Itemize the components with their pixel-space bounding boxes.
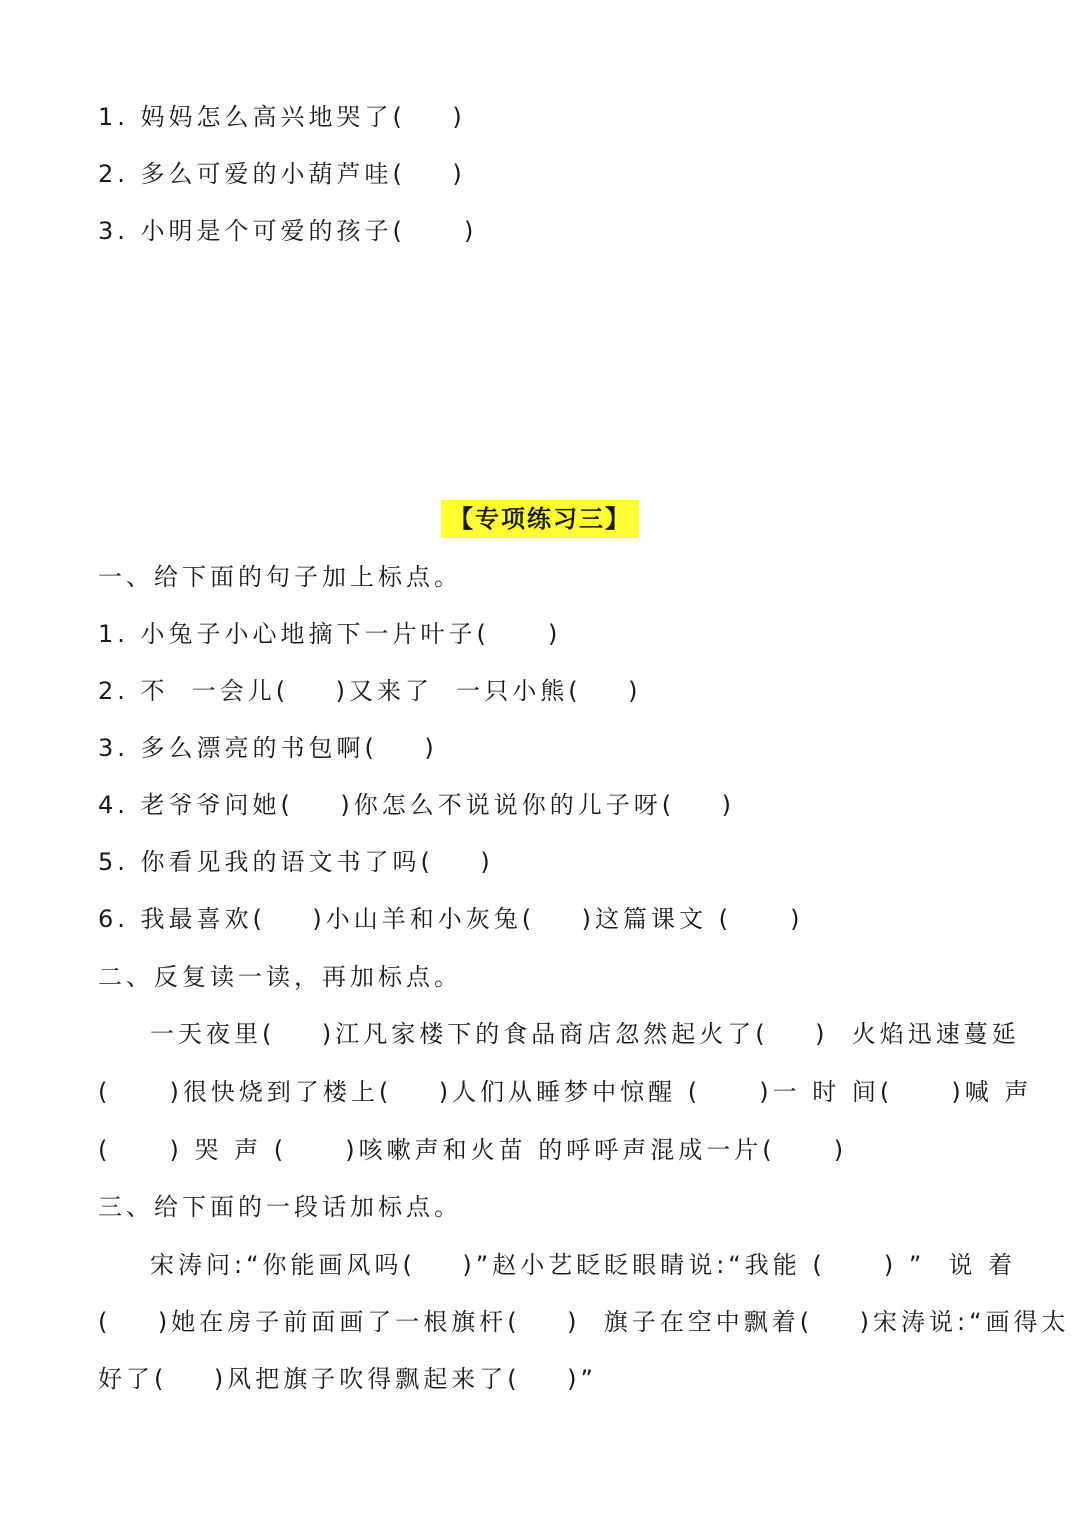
top-item-2: 2. 多么可爱的小葫芦哇( ) — [98, 160, 466, 188]
section2-line-1: 一天夜里( )江凡家楼下的食品商店忽然起火了( ) 火焰迅速蔓延 — [150, 1020, 1020, 1048]
section3-line-1: 宋涛问:“你能画风吗( )”赵小艺眨眨眼睛说:“我能 ( ) ” 说 着 — [150, 1251, 1017, 1279]
section2-line-2: ( )很快烧到了楼上( )人们从睡梦中惊醒 ( )一 时 间( )喊 声 — [98, 1078, 1033, 1106]
section1-heading: 一、给下面的句子加上标点。 — [98, 563, 462, 591]
section1-item-5: 5. 你看见我的语文书了吗( ) — [98, 848, 494, 876]
section3-line-3: 好了( )风把旗子吹得飘起来了( )” — [98, 1365, 597, 1393]
section2-heading: 二、反复读一读，再加标点。 — [98, 963, 462, 991]
section1-item-3: 3. 多么漂亮的书包啊( ) — [98, 734, 438, 762]
section1-item-4: 4. 老爷爷问她( )你怎么不说说你的儿子呀( ) — [98, 791, 736, 819]
section3-line-2: ( )她在房子前面画了一根旗杆( ) 旗子在空中飘着( )宋涛说:“画得太 — [98, 1308, 1070, 1336]
exercise-title: 【专项练习三】 — [441, 500, 639, 538]
section1-item-2: 2. 不 一会儿( )又来了 一只小熊( ) — [98, 677, 642, 705]
section1-item-1: 1. 小兔子小心地摘下一片叶子( ) — [98, 620, 562, 648]
section2-line-3: ( ) 哭 声 ( )咳嗽声和火苗 的呼呼声混成一片( ) — [98, 1136, 848, 1164]
title-container — [0, 500, 1080, 538]
section1-item-6: 6. 我最喜欢( )小山羊和小灰兔( )这篇课文 ( ) — [98, 905, 804, 933]
top-item-1: 1. 妈妈怎么高兴地哭了( ) — [98, 103, 466, 131]
top-item-3: 3. 小明是个可爱的孩子( ) — [98, 217, 478, 245]
section3-heading: 三、给下面的一段话加标点。 — [98, 1193, 462, 1221]
